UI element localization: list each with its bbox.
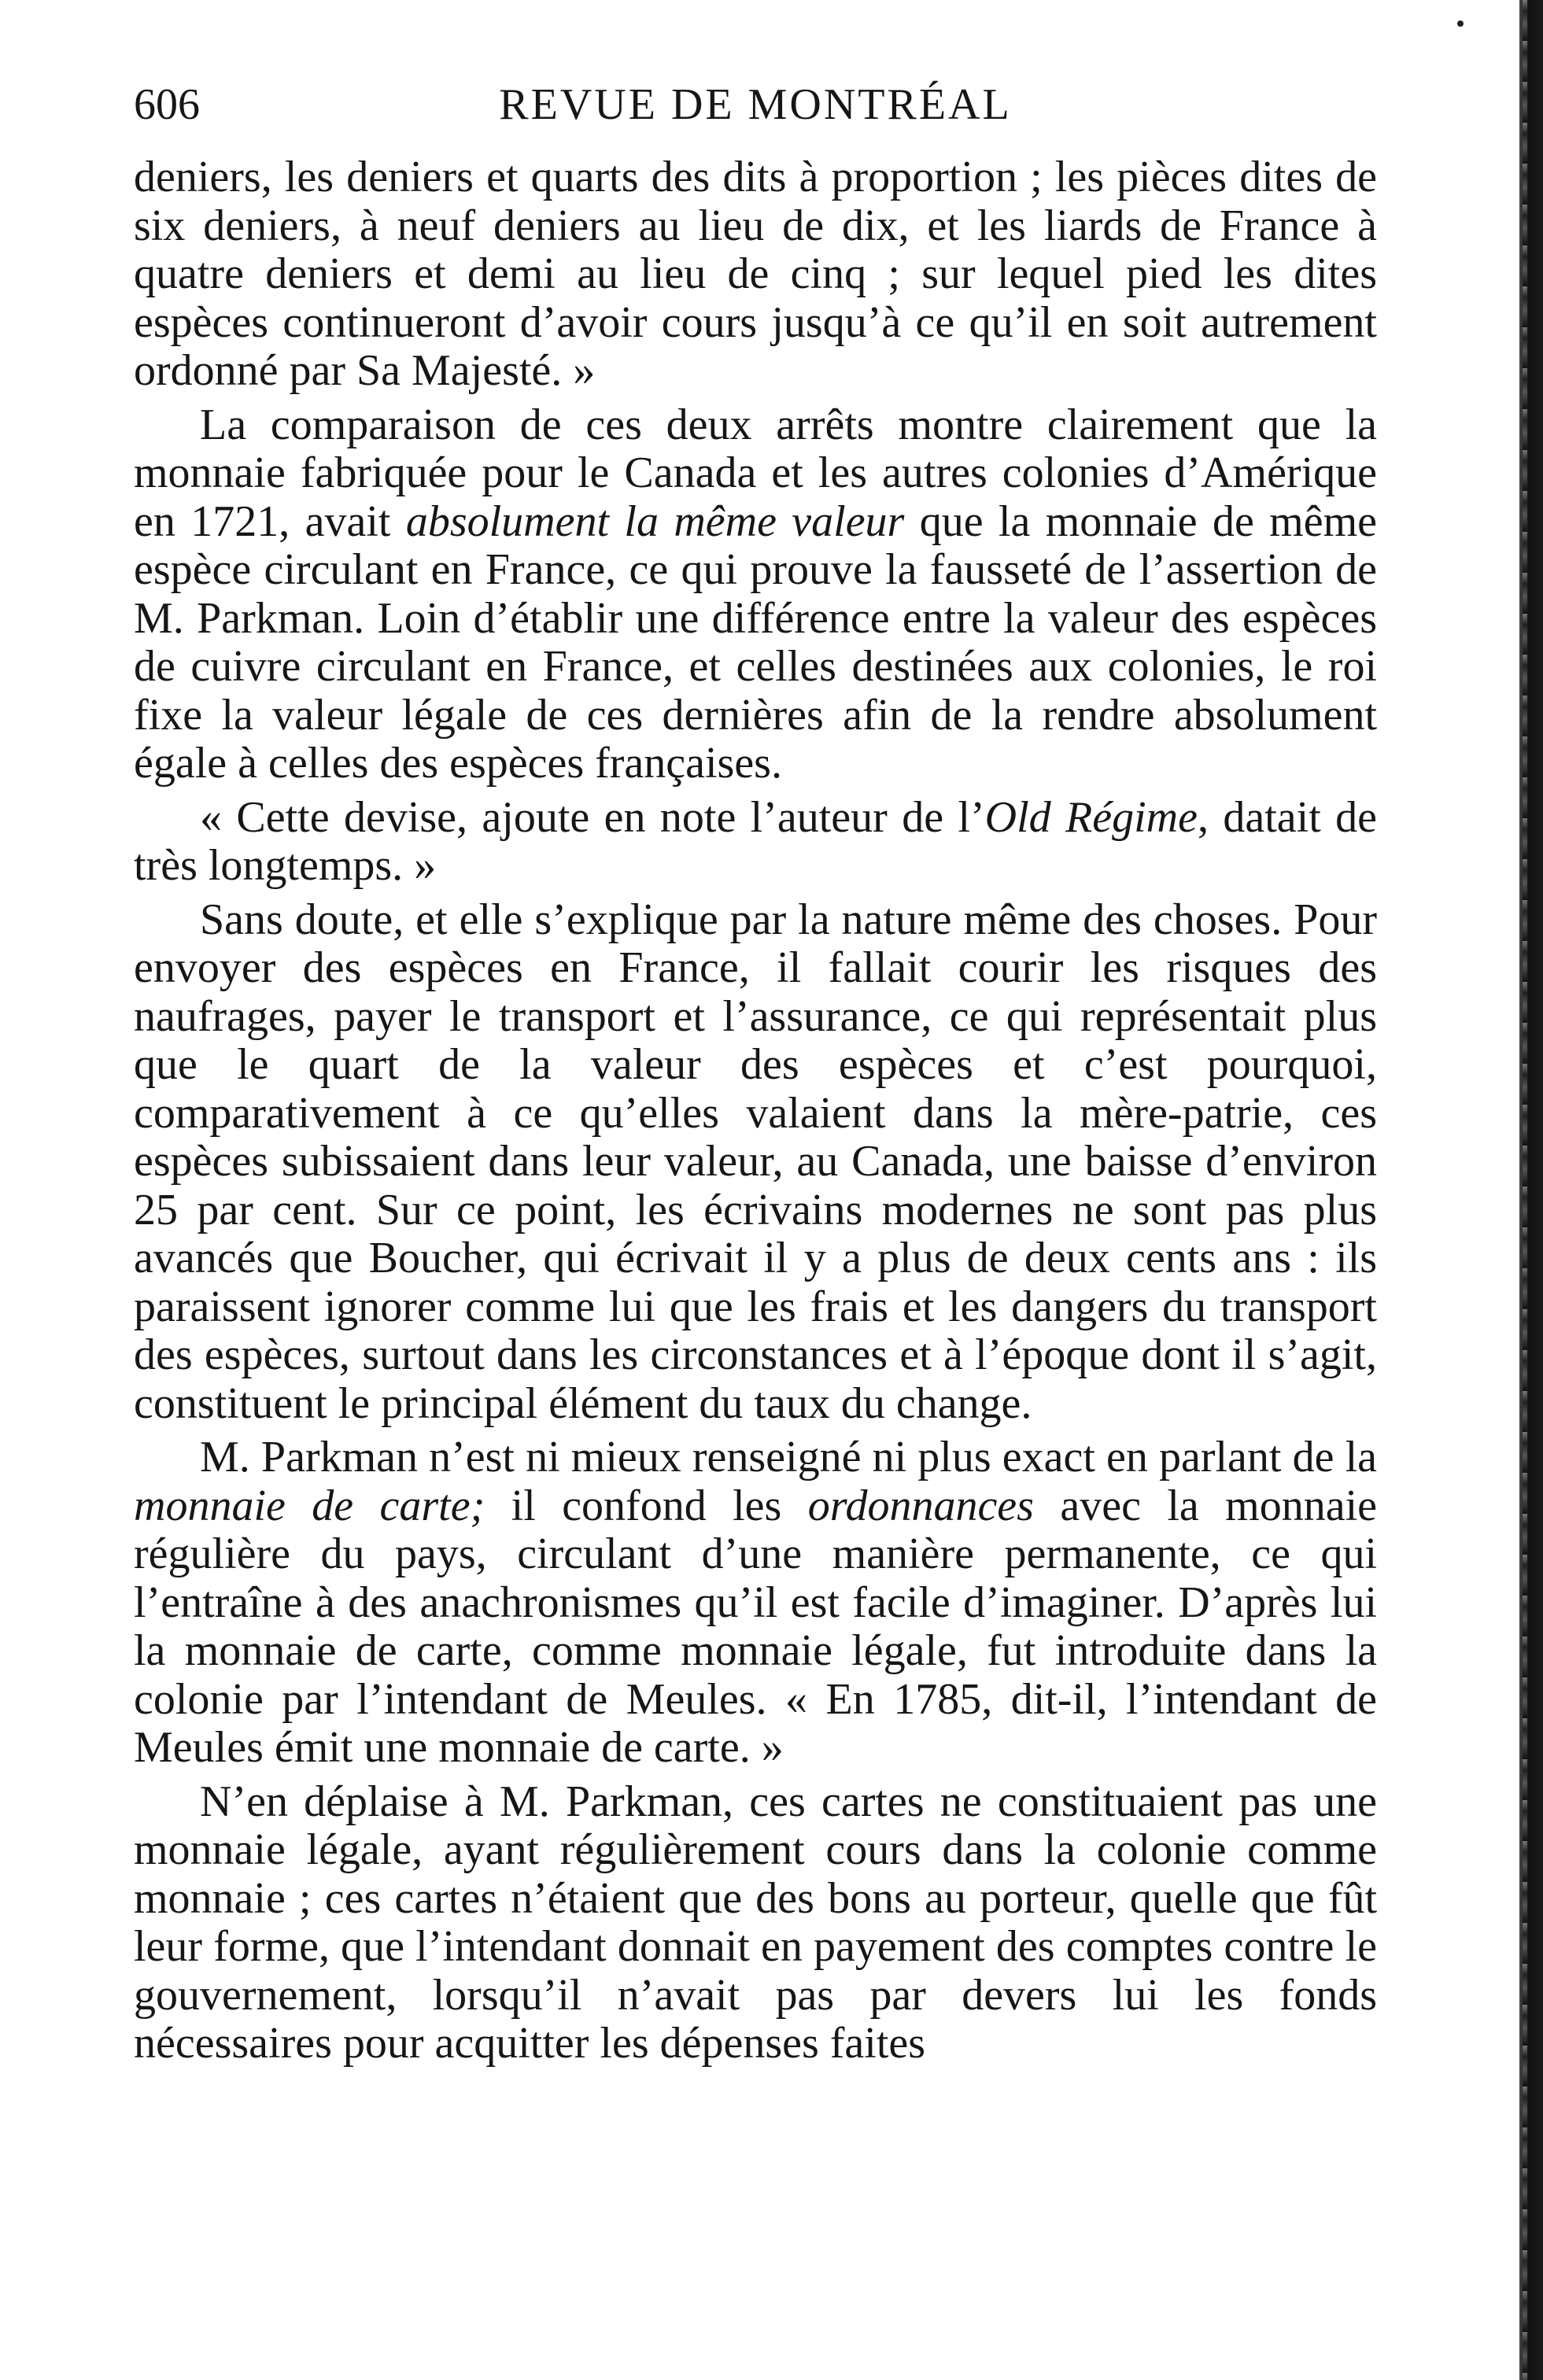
- paragraph-2-text-before: La comparaison de ces deux arrêts montre clairement que la monnaie fabriquée pour le Canada et les autres colonies d’Amérique en 1721, avait: [134, 400, 1377, 546]
- paragraph-3-emphasis: Old Régime: [984, 792, 1198, 842]
- body-text: [134, 153, 1377, 2074]
- page-header: [134, 69, 1377, 140]
- paragraph-3-text-before: « Cette devise, ajoute en note l’auteur de l’: [200, 792, 985, 842]
- paragraph-5-emphasis-2: ordonnances: [807, 1481, 1034, 1530]
- running-title: REVUE DE MONTRÉAL: [499, 80, 1012, 129]
- paragraph-5: [134, 1434, 1377, 1773]
- paragraph-5-text-after: avec la monnaie régulière du pays, circulant d’une manière permanente, ce qui l’entraîne à des anachronismes qu’il est facile d’imaginer. D’après lui la monnaie de carte, comme monnaie légale, fut introduite dans la colonie par l’intendant de Meules. « En 1785, dit-il, l’intendant de Meules émit une monnaie de carte. »: [134, 1481, 1378, 1772]
- paragraph-2-emphasis: absolument la même valeur: [405, 496, 905, 546]
- paragraph-4: [134, 896, 1377, 1429]
- ink-speck: [1457, 20, 1464, 27]
- paragraph-5-text-before: M. Parkman n’est ni mieux renseigné ni plus exact en parlant de la: [200, 1433, 1377, 1482]
- paragraph-5-emphasis-1: monnaie de carte;: [134, 1481, 485, 1530]
- paragraph-6: [134, 1778, 1377, 2068]
- paragraph-3-text-after: , datait de très longtemps. »: [134, 792, 1377, 890]
- paragraph-2: [134, 401, 1377, 788]
- binding-edge: [1519, 0, 1543, 2380]
- paragraph-1-text: deniers, les deniers et quarts des dits à proportion ; les pièces dites de six deniers, à neuf deniers au lieu de dix, et les liards de France à quatre deniers et demi au lieu de cinq ; sur lequel pied les dites espèces continueront d’avoir cours jusqu’à ce qu’il en soit autrement ordonné par Sa Majesté. »: [134, 153, 1377, 395]
- paragraph-2-text-after: que la monnaie de même espèce circulant en France, ce qui prouve la fausseté de l’assertion de M. Parkman. Loin d’établir une différence entre la valeur des espèces de cuivre circulant en France, et celles destinées aux colonies, le roi fixe la valeur légale de ces dernières afin de la rendre absolument égale à celles des espèces françaises.: [134, 496, 1378, 788]
- paragraph-5-text-middle: il confond les: [485, 1481, 808, 1530]
- paragraph-4-text: Sans doute, et elle s’explique par la nature même des choses. Pour envoyer des espèces en France, il fallait courir les risques des naufrages, payer le transport et l’assurance, ce qui représentait plus que le quart de la valeur des espèces et c’est pourquoi, comparativement à ce qu’elles valaient dans la mère-patrie, ces espèces subissaient dans leur valeur, au Canada, une baisse d’environ 25 par cent. Sur ce point, les écrivains modernes ne sont pas plus avancés que Boucher, qui écrivait il y a plus de deux cents ans : ils paraissent ignorer comme lui que les frais et les dangers du transport des espèces, surtout dans les circonstances et à l’époque dont il s’agit, constituent le principal élément du taux du change.: [134, 895, 1377, 1428]
- paragraph-1: [134, 153, 1377, 396]
- page-number: 606: [134, 80, 200, 129]
- paragraph-6-text: N’en déplaise à M. Parkman, ces cartes ne constituaient pas une monnaie légale, ayant régulièrement cours dans la colonie comme monnaie ; ces cartes n’étaient que des bons au porteur, quelle que fût leur forme, que l’intendant donnait en payement des comptes contre le gouvernement, lorsqu’il n’avait pas par devers lui les fonds nécessaires pour acquitter les dépenses faites: [134, 1777, 1377, 2068]
- paragraph-3: [134, 794, 1377, 891]
